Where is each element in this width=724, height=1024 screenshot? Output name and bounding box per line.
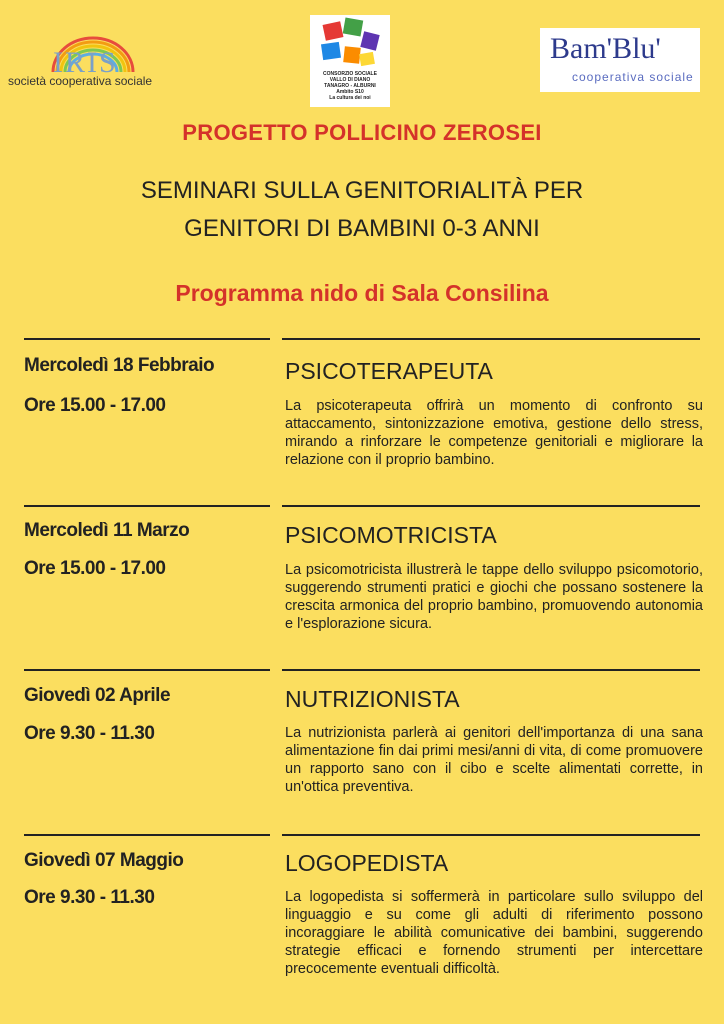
- session-date: Giovedì 07 Maggio: [24, 850, 184, 871]
- consorzio-mark-icon: [310, 15, 390, 71]
- session-date: Mercoledì 11 Marzo: [24, 520, 190, 541]
- session-time: Ore 15.00 - 17.00: [24, 395, 166, 416]
- session-time: Ore 15.00 - 17.00: [24, 558, 166, 579]
- session-description: La logopedista si soffermerà in particolare sullo sviluppo del linguaggio e su come gli adulti di riferimento possono incoraggiare le abilità comunicative dei bambini, suggerendo strategie efficaci e fornendo strumenti per intercettare precocemente eventuali difficoltà.: [285, 889, 703, 977]
- bamblu-subtitle: cooperativa sociale: [572, 70, 694, 84]
- session-role: NUTRIZIONISTA: [285, 686, 460, 712]
- iris-wordmark: IRIS: [53, 46, 118, 79]
- session-date: Giovedì 02 Aprile: [24, 685, 171, 706]
- session-time: Ore 9.30 - 11.30: [24, 723, 155, 744]
- session-description: La nutrizionista parlerà ai genitori dell'importanza di una sana alimentazione fin dai primi mesi/anni di vita, di come promuovere un rapporto sano con il cibo e scelte alimentati corrette, in un'ottica preventiva.: [285, 725, 703, 795]
- project-title: PROGETTO POLLICINO ZEROSEI: [182, 120, 542, 145]
- iris-logo: [8, 22, 178, 92]
- consorzio-caption: CONSORZIO SOCIALE VALLO DI DIANO TANAGRO - ALBURNI Ambito S10 La cultura dei noi: [323, 71, 377, 101]
- session-role: PSICOMOTRICISTA: [285, 522, 497, 548]
- divider: [24, 338, 270, 340]
- divider: [282, 669, 700, 671]
- session-date: Mercoledì 18 Febbraio: [24, 355, 215, 376]
- divider: [24, 834, 270, 836]
- seminar-subtitle: SEMINARI SULLA GENITORIALITÀ PER GENITORI DI BAMBINI 0-3 ANNI: [140, 177, 584, 242]
- divider: [282, 505, 700, 507]
- session-role: PSICOTERAPEUTA: [285, 358, 493, 384]
- divider: [282, 834, 700, 836]
- consorzio-logo: [310, 15, 390, 107]
- session-description: La psicoterapeuta offrirà un momento di confronto su attaccamento, sintonizzazione emotiva, gestione dello stress, mirando a rinforzare le competenze genitoriali e migliorare la relazione con il proprio bambino.: [285, 398, 703, 468]
- bamblu-logo: [540, 28, 700, 92]
- divider: [282, 338, 700, 340]
- divider: [24, 669, 270, 671]
- session-time: Ore 9.30 - 11.30: [24, 887, 155, 908]
- session-role: LOGOPEDISTA: [285, 850, 449, 876]
- session-description: La psicomotricista illustrerà le tappe dello sviluppo psicomotorio, suggerendo strumenti pratici e giochi che possano sostenere la crescita armonica del proprio bambino, promuovendo autonomia e l'esplorazione sicura.: [285, 562, 703, 632]
- iris-subtitle: società cooperativa sociale: [8, 74, 153, 88]
- bamblu-wordmark: Bam'Blu': [550, 32, 661, 65]
- divider: [24, 505, 270, 507]
- program-title: Programma nido di Sala Consilina: [175, 280, 549, 306]
